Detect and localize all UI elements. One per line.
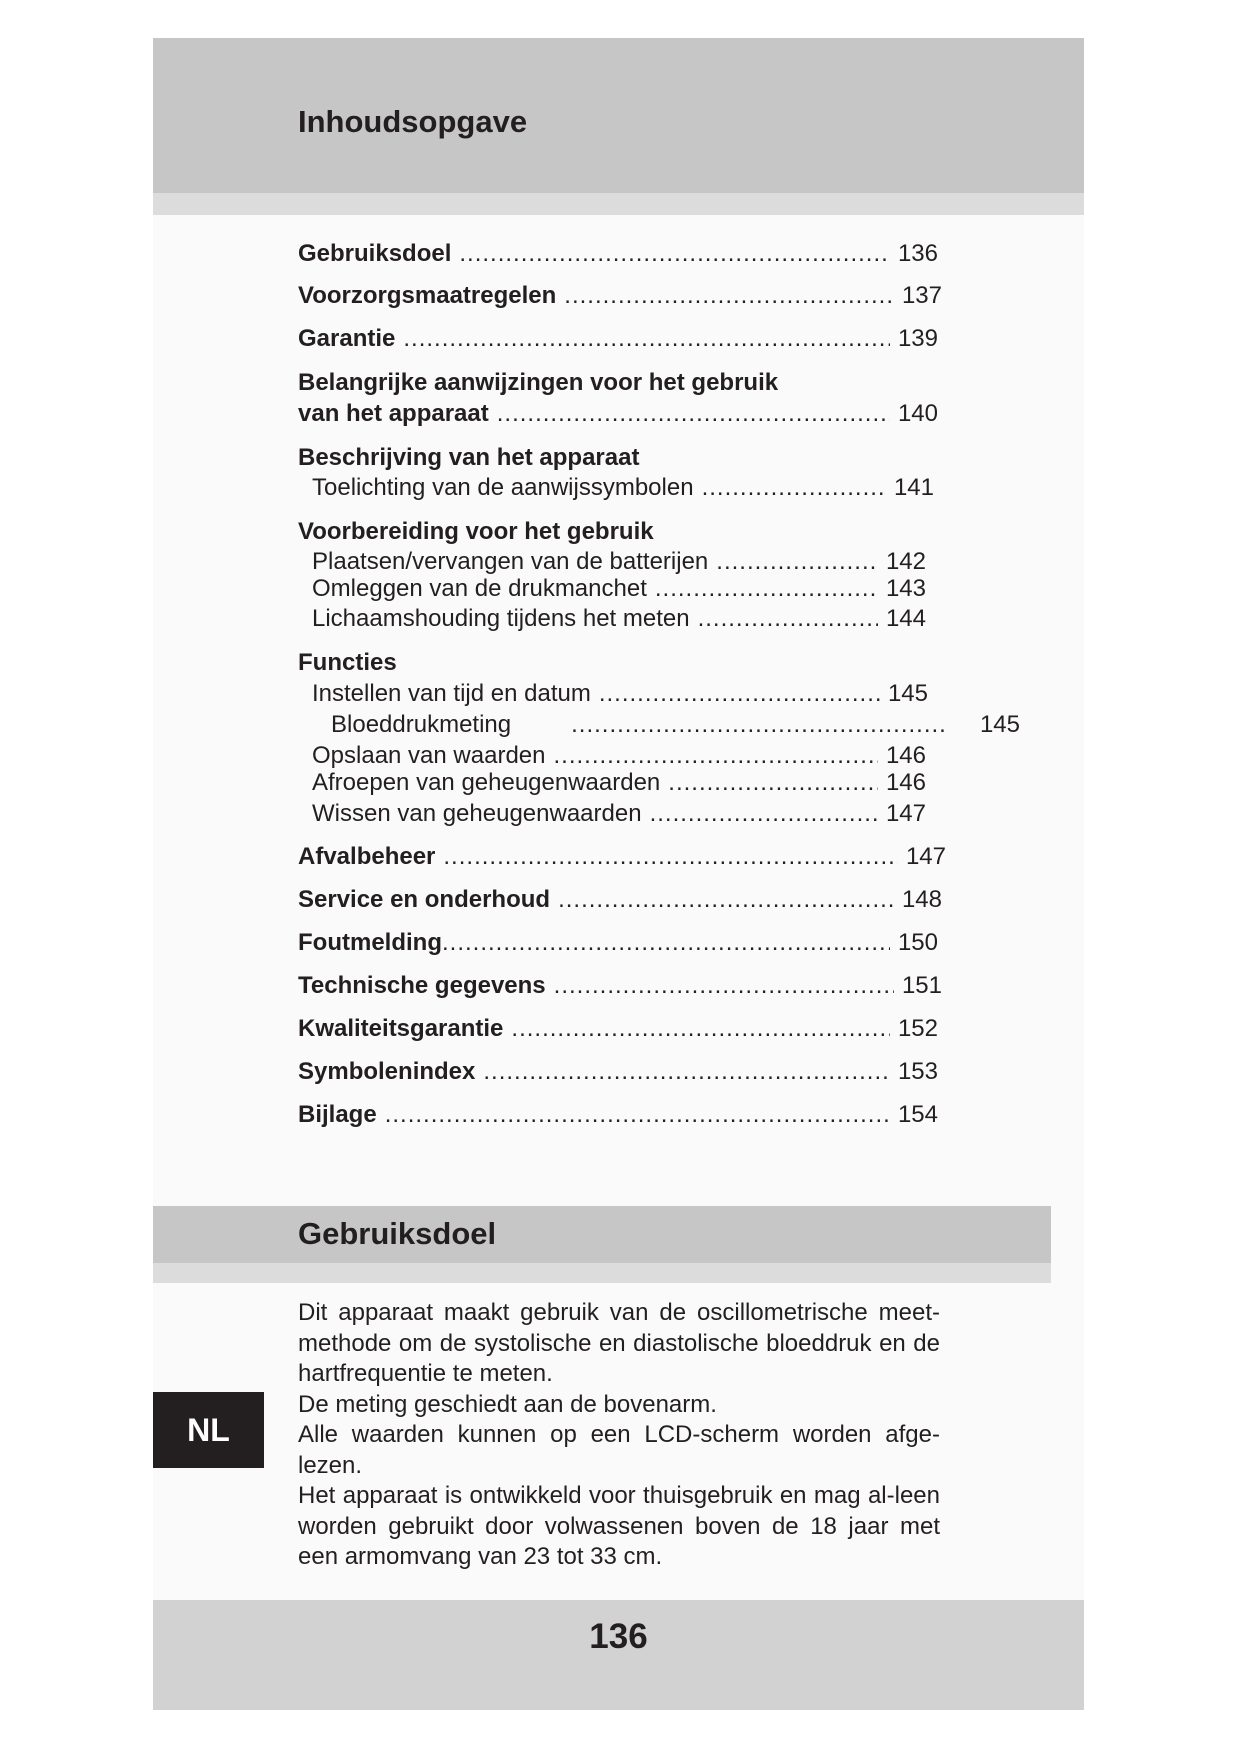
toc-page-number: 151 [901, 972, 942, 999]
toc-dot-leader [698, 605, 878, 633]
toc-page-number: 150 [897, 929, 938, 956]
toc-entry-label: Wissen van geheugenwaarden [312, 800, 642, 827]
toc-subentry-wissen[interactable] [312, 800, 926, 828]
toc-entry-label: Instellen van tijd en datum [312, 680, 591, 707]
body-paragraph: De meting geschiedt aan de bovenarm. [298, 1390, 717, 1418]
toc-page-number: 137 [901, 282, 942, 309]
toc-entry-label: Gebruiksdoel [298, 240, 452, 267]
toc-dot-leader [443, 843, 898, 871]
toc-subentry-tijd-datum[interactable] [312, 680, 928, 708]
page-number: 136 [589, 1617, 648, 1656]
toc-dot-leader [571, 711, 946, 739]
toc-dot-leader [442, 929, 890, 957]
toc-subentry-drukmanchet[interactable] [312, 575, 926, 603]
toc-page-number: 153 [897, 1058, 938, 1085]
toc-page-number: 140 [897, 400, 938, 427]
toc-entry-label: Service en onderhoud [298, 886, 551, 913]
toc-page-number: 136 [897, 240, 938, 267]
toc-dot-leader [497, 400, 890, 428]
section-title: Gebruiksdoel [298, 1216, 497, 1251]
toc-entry-label: Bijlage [298, 1101, 377, 1128]
toc-dot-leader [702, 474, 886, 502]
toc-entry-label: Technische gegevens [298, 972, 546, 999]
toc-subentry-batterijen[interactable] [312, 548, 926, 576]
toc-subentry-lichaamshouding[interactable] [312, 605, 926, 633]
toc-dot-leader [599, 680, 880, 708]
toc-entry-label: Lichaamshouding tijdens het meten [312, 605, 690, 632]
toc-heading-voorbereiding[interactable]: Voorbereiding voor het gebruik [298, 518, 654, 545]
toc-dot-leader [483, 1058, 890, 1086]
toc-subentry-aanwijssymbolen[interactable] [312, 474, 934, 502]
toc-page-number: 141 [893, 474, 934, 501]
toc-entry-bijlage[interactable] [298, 1101, 938, 1129]
page-title: Inhoudsopgave [298, 104, 528, 139]
toc-subentry-opslaan[interactable] [312, 742, 926, 770]
toc-entry-label: Afvalbeheer [298, 843, 436, 870]
toc-entry-gebruiksdoel[interactable] [298, 240, 938, 268]
toc-dot-leader [459, 240, 890, 268]
toc-page-number: 146 [885, 742, 926, 769]
toc-entry-garantie[interactable] [298, 325, 938, 353]
toc-entry-label: Toelichting van de aanwijssymbolen [312, 474, 694, 501]
toc-dot-leader [385, 1101, 890, 1129]
toc-entry-voorzorgsmaatregelen[interactable] [298, 282, 942, 310]
toc-dot-leader [553, 742, 877, 770]
toc-heading-beschrijving[interactable]: Beschrijving van het apparaat [298, 444, 640, 471]
toc-dot-leader [716, 548, 878, 576]
toc-heading-functies[interactable]: Functies [298, 649, 397, 676]
body-paragraph: Dit apparaat maakt gebruik van de oscillometrische meet-methode om de systolische en diastolische bloeddruk en de hartfrequentie te meten. [298, 1299, 940, 1387]
language-tab: NL [153, 1392, 264, 1468]
toc-entry-label: Voorzorgsmaatregelen [298, 282, 557, 309]
toc-entry-label: Afroepen van geheugenwaarden [312, 769, 661, 796]
section-body [298, 1298, 940, 1573]
toc-page-number: 154 [897, 1101, 938, 1128]
toc-dot-leader [668, 769, 878, 797]
toc-page-number: 145 [887, 680, 928, 707]
toc-entry-service-onderhoud[interactable] [298, 886, 942, 914]
toc-dot-leader [403, 325, 890, 353]
toc-entry-afvalbeheer[interactable] [298, 843, 946, 871]
toc-page-number: 147 [905, 843, 946, 870]
toc-page-number: 145 [979, 711, 1020, 738]
toc-page-number: 143 [885, 575, 926, 602]
body-paragraph: Het apparaat is ontwikkeld voor thuisgebruik en mag al-leen worden gebruikt door volwassenen boven de 18 jaar met een armomvang van 23 tot 33 cm. [298, 1482, 940, 1570]
toc-entry-label: Omleggen van de drukmanchet [312, 575, 647, 602]
toc-page-number: 142 [885, 548, 926, 575]
toc-dot-leader [558, 886, 894, 914]
toc-page-number: 146 [885, 769, 926, 796]
toc-entry-label: Garantie [298, 325, 396, 352]
toc-dot-leader [511, 1015, 890, 1043]
toc-page-number: 144 [885, 605, 926, 632]
section-header-strip [153, 1263, 1051, 1283]
toc-entry-technische-gegevens[interactable] [298, 972, 942, 1000]
toc-entry-label: van het apparaat [298, 400, 489, 427]
toc-entry-label: Foutmelding [298, 929, 442, 956]
toc-dot-leader [564, 282, 894, 310]
toc-entry-label: Kwaliteitsgarantie [298, 1015, 504, 1042]
toc-dot-leader [655, 575, 878, 603]
header-band-strip [153, 193, 1084, 215]
toc-entry-label: Plaatsen/vervangen van de batterijen [312, 548, 709, 575]
toc-entry-label: Bloeddrukmeting [331, 711, 512, 738]
toc-dot-leader [554, 972, 894, 1000]
toc-page-number: 152 [897, 1015, 938, 1042]
toc-page-number: 147 [885, 800, 926, 827]
toc-entry-foutmelding[interactable] [298, 929, 938, 957]
toc-page-number: 148 [901, 886, 942, 913]
toc-entry-belangrijke-aanwijzingen[interactable] [298, 400, 938, 428]
toc-entry-label: Symbolenindex [298, 1058, 476, 1085]
body-paragraph: Alle waarden kunnen op een LCD-scherm worden afge-lezen. [298, 1421, 940, 1479]
toc-entry-kwaliteitsgarantie[interactable] [298, 1015, 938, 1043]
toc-page-number: 139 [897, 325, 938, 352]
toc-dot-leader [650, 800, 878, 828]
header-band [153, 38, 1084, 193]
toc-subentry-afroepen[interactable] [312, 769, 926, 797]
section-header-band [153, 1206, 1051, 1263]
toc-entry-symbolenindex[interactable] [298, 1058, 938, 1086]
toc-heading[interactable]: Belangrijke aanwijzingen voor het gebruik [298, 369, 779, 396]
toc-subentry-bloeddrukmeting[interactable] [331, 711, 1020, 739]
toc-entry-label: Opslaan van waarden [312, 742, 546, 769]
